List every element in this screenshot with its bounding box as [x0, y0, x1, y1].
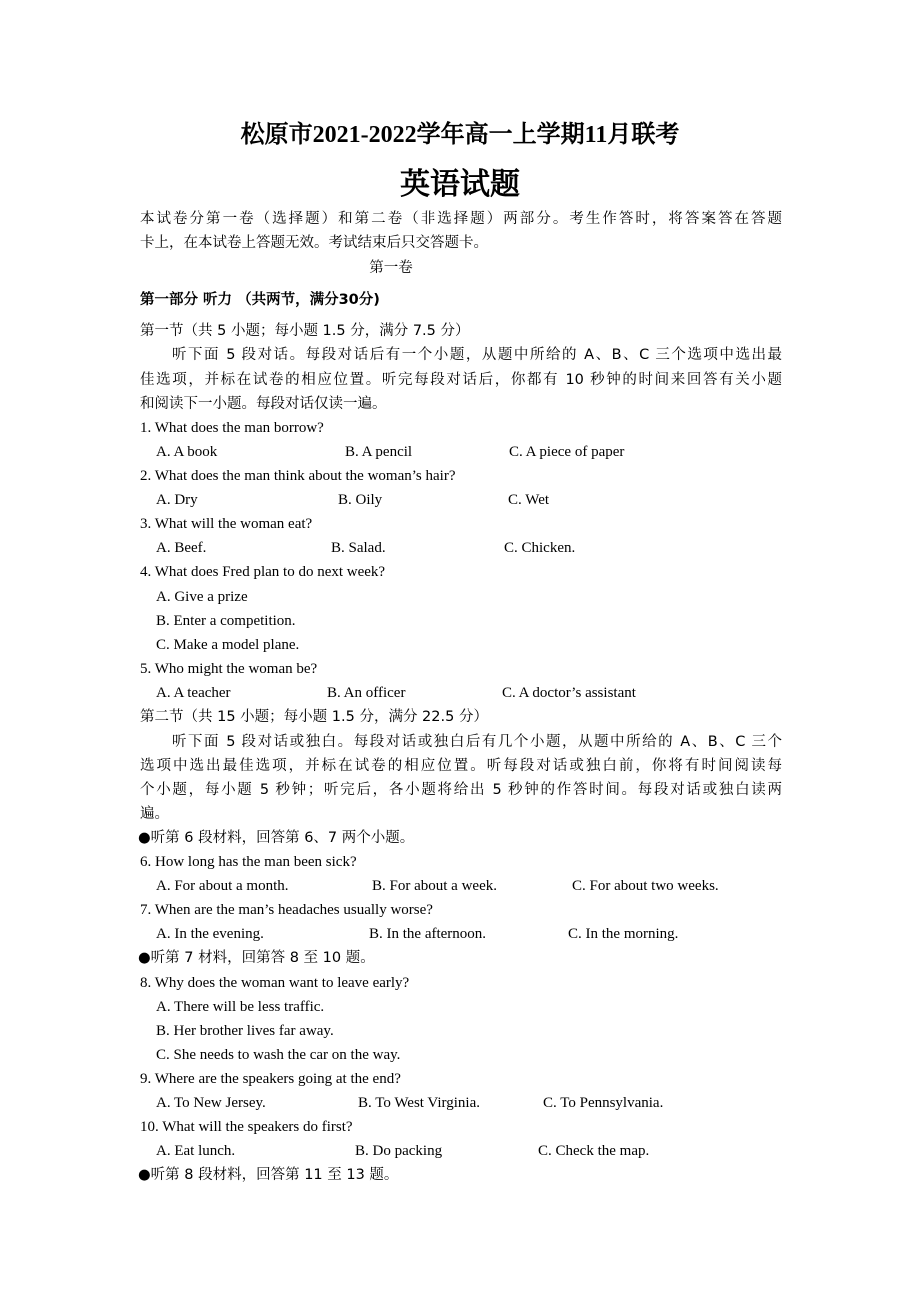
question: 7. When are the man’s headaches usually worse?	[140, 902, 433, 918]
exam-title: 松原市2021-2022学年高一上学期11月联考	[240, 122, 680, 148]
option: C. She needs to wash the car on the way.	[156, 1047, 401, 1063]
option: A. To New Jersey.	[156, 1095, 266, 1111]
option: A. Dry	[156, 492, 198, 508]
material-heading: ●听第 8 段材料，回答第 11 至 13 题。	[138, 1167, 399, 1183]
intro-line: 本试卷分第一卷（选择题）和第二卷（非选择题）两部分。考生作答时，将答案答在答题	[140, 211, 782, 227]
option: B. In the afternoon.	[369, 926, 487, 942]
option: C. In the morning.	[568, 926, 679, 942]
option: C. For about two weeks.	[572, 878, 719, 894]
exam-subtitle: 英语试题	[400, 168, 520, 201]
option: A. There will be less traffic.	[156, 999, 325, 1015]
option: C. Make a model plane.	[156, 637, 300, 653]
instruction-line: 和阅读下一小题。每段对话仅读一遍。	[140, 396, 387, 412]
section-heading: 第二节（共 15 小题；每小题 1.5 分，满分 22.5 分）	[140, 709, 488, 725]
option: C. A doctor’s assistant	[502, 685, 636, 701]
question: 1. What does the man borrow?	[140, 420, 324, 436]
section-heading: 第一节（共 5 小题；每小题 1.5 分，满分 7.5 分）	[140, 323, 470, 339]
question: 2. What does the man think about the woman’s hair?	[140, 468, 456, 484]
instruction-line: 选项中选出最佳选项，并标在试卷的相应位置。听每段对话或独白前，你将有时间阅读每	[140, 758, 782, 774]
instruction-line: 遍。	[140, 806, 169, 822]
option: C. Wet	[508, 492, 550, 508]
option: C. Chicken.	[504, 540, 576, 556]
option: A. Eat lunch.	[156, 1143, 236, 1159]
instruction-line: 听下面 5 段对话或独白。每段对话或独白后有几个小题，从题中所给的 A、B、C 三个	[172, 734, 782, 750]
instruction-line: 个小题，每小题 5 秒钟；听完后，各小题将给出 5 秒钟的作答时间。每段对话或独白读两	[140, 782, 782, 798]
option: A. A book	[156, 444, 218, 460]
option: A. Give a prize	[156, 589, 248, 605]
question: 6. How long has the man been sick?	[140, 854, 357, 870]
instruction-line: 听下面 5 段对话。每段对话后有一个小题，从题中所给的 A、B、C 三个选项中选出最	[172, 347, 782, 363]
option: B. Her brother lives far away.	[156, 1023, 334, 1039]
material-heading: ●听第 7 材料，回第答 8 至 10 题。	[138, 950, 375, 966]
option: B. A pencil	[345, 444, 413, 460]
option: B. For about a week.	[372, 878, 497, 894]
material-heading: ●听第 6 段材料，回答第 6、7 两个小题。	[138, 830, 415, 846]
question: 9. Where are the speakers going at the end?	[140, 1071, 401, 1087]
intro-line: 卡上，在本试卷上答题无效。考试结束后只交答题卡。	[140, 235, 488, 251]
question: 10. What will the speakers do first?	[140, 1119, 353, 1135]
option: C. A piece of paper	[509, 444, 625, 460]
option: B. Salad.	[331, 540, 386, 556]
volume-heading: 第一卷	[369, 260, 413, 276]
question: 4. What does Fred plan to do next week?	[140, 564, 386, 580]
option: B. Oily	[338, 492, 383, 508]
question: 3. What will the woman eat?	[140, 516, 313, 532]
question: 8. Why does the woman want to leave early?	[140, 975, 410, 991]
option: A. In the evening.	[156, 926, 264, 942]
option: B. Do packing	[355, 1143, 443, 1159]
option: C. Check the map.	[538, 1143, 650, 1159]
option: A. A teacher	[156, 685, 231, 701]
option: B. An officer	[327, 685, 406, 701]
option: B. Enter a competition.	[156, 613, 296, 629]
instruction-line: 佳选项，并标在试卷的相应位置。听完每段对话后，你都有 10 秒钟的时间来回答有关小题	[140, 372, 782, 388]
option: A. Beef.	[156, 540, 207, 556]
option: B. To West Virginia.	[358, 1095, 480, 1111]
option: A. For about a month.	[156, 878, 289, 894]
option: C. To Pennsylvania.	[543, 1095, 664, 1111]
question: 5. Who might the woman be?	[140, 661, 318, 677]
part-heading: 第一部分 听力 （共两节，满分30分)	[140, 292, 380, 308]
